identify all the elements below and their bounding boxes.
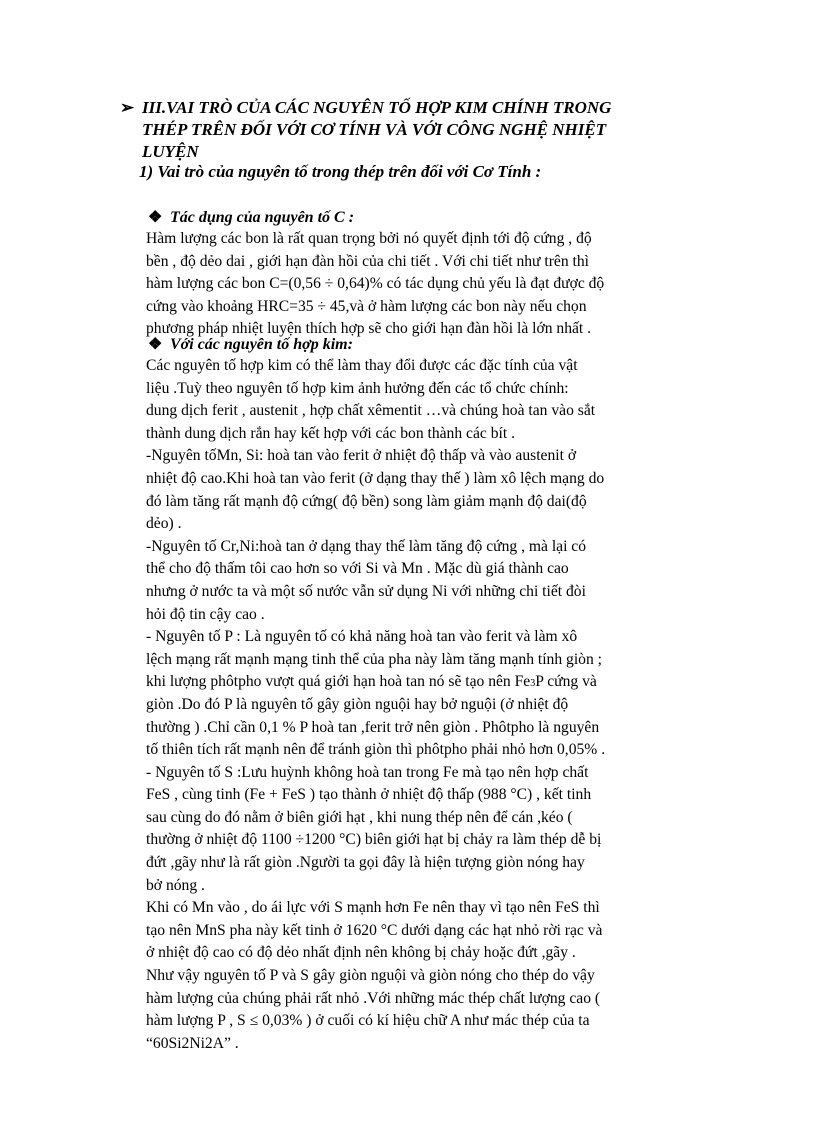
section-heading-line: LUYỆN (142, 142, 199, 161)
section-heading-line: III.VAI TRÒ CỦA CÁC NGUYÊN TỐ HỢP KIM CHÍNH TRONG (142, 98, 612, 117)
paragraph-line: FeS , cùng tinh (Fe + FeS ) tạo thành ở nhiệt độ thấp (988 °C) , kết tinh (146, 786, 592, 804)
paragraph-line: giòn .Do đó P là nguyên tố gây giòn nguội hay bở nguội (ở nhiệt độ (146, 695, 569, 713)
paragraph-line: thường ở nhiệt độ 1100 ÷1200 °C) biên giới hạt bị chảy ra làm thép dễ bị (146, 831, 602, 849)
paragraph-line: thể cho độ thấm tôi cao hơn so với Si và Mn . Mặc dù giá thành cao (146, 560, 569, 578)
paragraph-line: hàm lượng của chúng phải rất nhỏ .Với những mác thép chất lượng cao ( (146, 989, 601, 1007)
paragraph-line: đó làm tăng rất mạnh độ cứng( độ bền) song làm giảm mạnh độ dai(độ (146, 492, 587, 510)
diamond-bullet-icon: ❖ (148, 209, 163, 226)
paragraph-line: phương pháp nhiệt luyện thích hợp sẽ cho giới hạn đàn hồi là lớn nhất . (146, 320, 592, 338)
section-heading (120, 97, 720, 163)
paragraph-line: thường ) .Chỉ cần 0,1 % P hoà tan ,ferit trở nên giòn . Phôtpho là nguyên (146, 718, 600, 736)
paragraph-text: P cứng và (535, 673, 597, 691)
paragraph-line: ở nhiệt độ cao có độ dẻo nhất định nên không bị chảy hoặc đứt ,gãy . (146, 944, 576, 962)
paragraph-line: bở nóng . (146, 876, 205, 894)
paragraph-line: đứt ,gãy như là rất giòn .Người ta gọi đây là hiện tượng giòn nóng hay (146, 854, 585, 872)
paragraph-line: cứng vào khoảng HRC=35 ÷ 45,và ở hàm lượng các bon này nếu chọn (146, 297, 587, 315)
paragraph-line: dung dịch ferit , austenit , hợp chất xêmentit …và chúng hoà tan vào sắt (146, 402, 596, 420)
paragraph-line: hàm lượng các bon C=(0,56 ÷ 0,64)% có tác dụng chủ yếu là đạt được độ (146, 275, 605, 293)
section-heading-line: THÉP TRÊN ĐỐI VỚI CƠ TÍNH VÀ VỚI CÔNG NGHỆ NHIỆT (142, 120, 607, 139)
paragraph-line: “60Si2Ni2A” . (146, 1034, 239, 1052)
paragraph-line: hỏi độ tin cậy cao . (146, 605, 265, 623)
paragraph-line: tố thiên tích rất mạnh nên để tránh giòn thì phôtpho phải nhỏ hơn 0,05% . (146, 741, 606, 759)
paragraph-line: nhiệt độ cao.Khi hoà tan vào ferit (ở dạng thay thế ) làm xô lệch mạng do (146, 469, 605, 487)
paragraph-line: - Nguyên tố S :Lưu huỳnh không hoà tan trong Fe mà tạo nên hợp chất (146, 763, 589, 781)
paragraph-line: lệch mạng rất mạnh mạng tinh thể của pha này làm tăng mạnh tính giòn ; (146, 650, 602, 668)
paragraph-line: -Nguyên tốMn, Si: hoà tan vào ferit ở nhiệt độ thấp và vào austenit ở (146, 447, 577, 465)
diamond-bullet-icon: ❖ (148, 336, 163, 353)
topic-alloy-heading (148, 334, 708, 356)
topic-alloy-body (146, 355, 706, 1055)
topic-alloy-title: Với các nguyên tố hợp kim: (170, 336, 353, 353)
topic-c-body (146, 228, 706, 341)
arrow-bullet-icon: ➢ (120, 98, 135, 117)
paragraph-text: khi lượng phôtpho vượt quá giới hạn hoà tan nó sẽ tạo nên Fe (146, 673, 531, 691)
topic-c-title: Tác dụng của nguyên tố C : (170, 209, 355, 226)
paragraph-line: thành dung dịch rắn hay kết hợp với các bon thành các bít . (146, 424, 515, 442)
paragraph-line: liệu .Tuỳ theo nguyên tố hợp kim ảnh hưởng đến các tổ chức chính: (146, 379, 569, 397)
paragraph-line: Khi có Mn vào , do ái lực với S mạnh hơn Fe nên thay vì tạo nên FeS thì (146, 899, 600, 917)
paragraph-line: hàm lượng P , S ≤ 0,03% ) ở cuối có kí hiệu chữ A như mác thép của ta (146, 1012, 590, 1030)
paragraph-line: bền , độ dẻo dai , giới hạn đàn hồi của chi tiết . Với chi tiết như trên thì (146, 252, 589, 270)
paragraph-line: Như vậy nguyên tố P và S gây giòn nguội và giòn nóng cho thép do vậy (146, 967, 595, 985)
subscript-text: 3 (530, 678, 536, 690)
topic-c-heading (148, 207, 708, 229)
paragraph-line: tạo nên MnS pha này kết tinh ở 1620 °C dưới dạng các hạt nhỏ rời rạc và (146, 921, 603, 939)
paragraph-line: dẻo) . (146, 515, 182, 533)
paragraph-line (146, 671, 706, 694)
subsection-heading: 1) Vai trò của nguyên tố trong thép trên đối với Cơ Tính : (139, 162, 542, 181)
paragraph-line: Hàm lượng các bon là rất quan trọng bởi nó quyết định tới độ cứng , độ (146, 230, 592, 247)
paragraph-line: - Nguyên tố P : Là nguyên tố có khả năng hoà tan vào ferit và làm xô (146, 628, 578, 646)
paragraph-line: -Nguyên tố Cr,Ni:hoà tan ở dạng thay thế làm tăng độ cứng , mà lại có (146, 537, 587, 555)
paragraph-line: Các nguyên tố hợp kim có thể làm thay đổi được các đặc tính của vật (146, 357, 578, 374)
paragraph-line: sau cùng do đó nằm ở biên giới hạt , khi nung thép nên để cán ,kéo ( (146, 808, 573, 826)
paragraph-line: nhưng ở nước ta và một số nước vẫn sử dụng Ni với những chi tiết đòi (146, 582, 586, 600)
